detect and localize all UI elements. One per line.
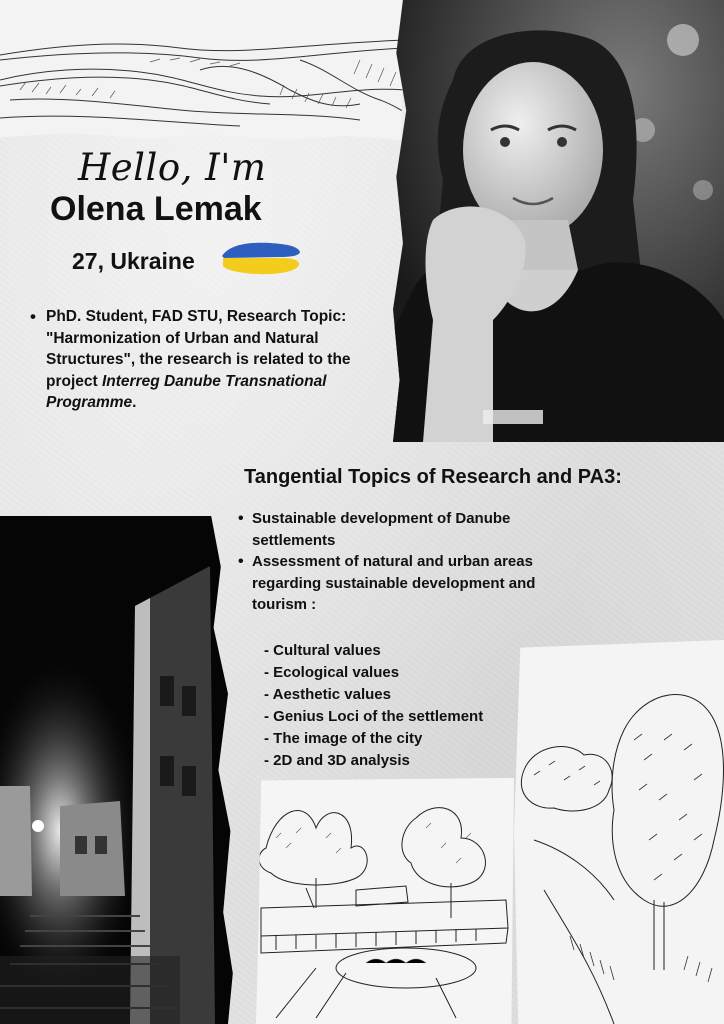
value-item: - Aesthetic values [264,686,391,703]
value-item: - Genius Loci of the settlement [264,708,484,725]
person-name: Olena Lemak [50,190,262,228]
phd-description [28,306,402,414]
landscape-sketch [0,0,405,140]
phd-bullet: • PhD. Student, FAD STU, Research Topic: "Harmonization of Urban and Natural Structures", the research is related to the project Interreg Danube Transnational Programme. [46,306,402,414]
values-list [264,640,524,772]
project-name: Interreg Danube Transnational Programme [46,372,327,411]
topic-item: • Sustainable development of Danube settlements [252,508,592,551]
topics-list [236,508,592,616]
trees-sketch [514,640,724,1024]
ukraine-flag-icon [220,240,302,276]
portrait-photo [393,0,724,442]
value-item: - The image of the city [264,730,423,747]
value-item: - Cultural values [264,642,381,659]
greeting-heading: Hello, I'm [78,146,267,189]
value-item: - 2D and 3D analysis [264,752,410,769]
value-item: - Ecological values [264,664,400,681]
courtyard-sketch [256,778,514,1024]
topic-item: • Assessment of natural and urban areas regarding sustainable development and tourism : [252,551,592,616]
age-country: 27, Ukraine [72,248,195,274]
tangential-topics-title: Tangential Topics of Research and PA3: [244,466,622,488]
night-street-photo [0,516,240,1024]
